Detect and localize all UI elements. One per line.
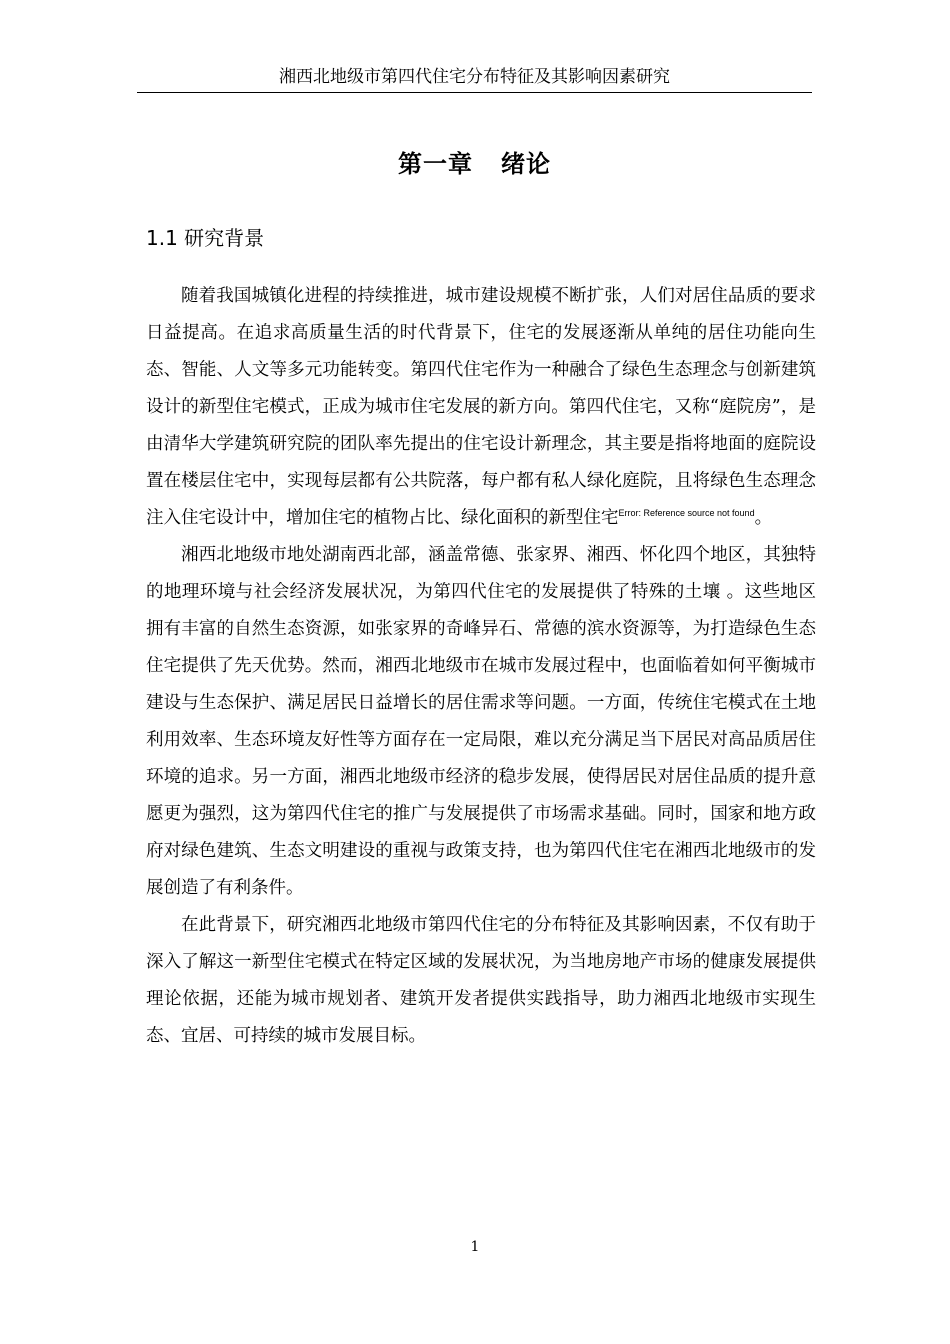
paragraph-1 xyxy=(146,278,816,537)
section-heading: 1.1 研究背景 xyxy=(146,226,265,250)
running-header-title: 湘西北地级市第四代住宅分布特征及其影响因素研究 xyxy=(279,67,670,87)
page-number: 1 xyxy=(470,1239,480,1255)
paragraph-3: 在此背景下，研究湘西北地级市第四代住宅的分布特征及其影响因素，不仅有助于深入了解这一新型住宅模式在特定区域的发展状况，为当地房地产市场的健康发展提供理论依据，还能为城市规划者、建筑开发者提供实践指导，助力湘西北地级市实现生态、宜居、可持续的城市发展目标。 xyxy=(146,915,816,1046)
chapter-title xyxy=(137,146,812,182)
chapter-number: 第一章 xyxy=(398,150,473,178)
body-text xyxy=(146,278,816,1055)
chapter-name: 绪论 xyxy=(501,150,551,178)
reference-error-citation: Error: Reference source not found xyxy=(618,508,755,519)
running-header xyxy=(137,66,812,93)
paragraph-1-ending: 。 xyxy=(754,508,773,528)
paragraph-1-text: 随着我国城镇化进程的持续推进，城市建设规模不断扩张，人们对居住品质的要求日益提高。在追求高质量生活的时代背景下，住宅的发展逐渐从单纯的居住功能向生态、智能、人文等多元功能转变。第四代住宅作为一种融合了绿色生态理念与创新建筑设计的新型住宅模式，正成为城市住宅发展的新方向。第四代住宅，又称“庭院房”，是由清华大学建筑研究院的团队率先提出的住宅设计新理念，其主要是指将地面的庭院设置在楼层住宅中，实现每层都有公共院落，每户都有私人绿化庭院，且将绿色生态理念注入住宅设计中，增加住宅的植物占比、绿化面积的新型住宅 xyxy=(146,286,816,528)
paragraph-2: 湘西北地级市地处湖南西北部，涵盖常德、张家界、湘西、怀化四个地区，其独特的地理环境与社会经济发展状况，为第四代住宅的发展提供了特殊的土壤 。这些地区拥有丰富的自然生态资源，如张家界的奇峰异石、常德的滨水资源等，为打造绿色生态住宅提供了先天优势。然而，湘西北地级市在城市发展过程中，也面临着如何平衡城市建设与生态保护、满足居民日益增长的居住需求等问题。一方面，传统住宅模式在土地利用效率、生态环境友好性等方面存在一定局限，难以充分满足当下居民对高品质居住环境的追求。另一方面，湘西北地级市经济的稳步发展，使得居民对居住品质的提升意愿更为强烈，这为第四代住宅的推广与发展提供了市场需求基础。同时，国家和地方政府对绿色建筑、生态文明建设的重视与政策支持，也为第四代住宅在湘西北地级市的发展创造了有利条件。 xyxy=(146,545,816,898)
